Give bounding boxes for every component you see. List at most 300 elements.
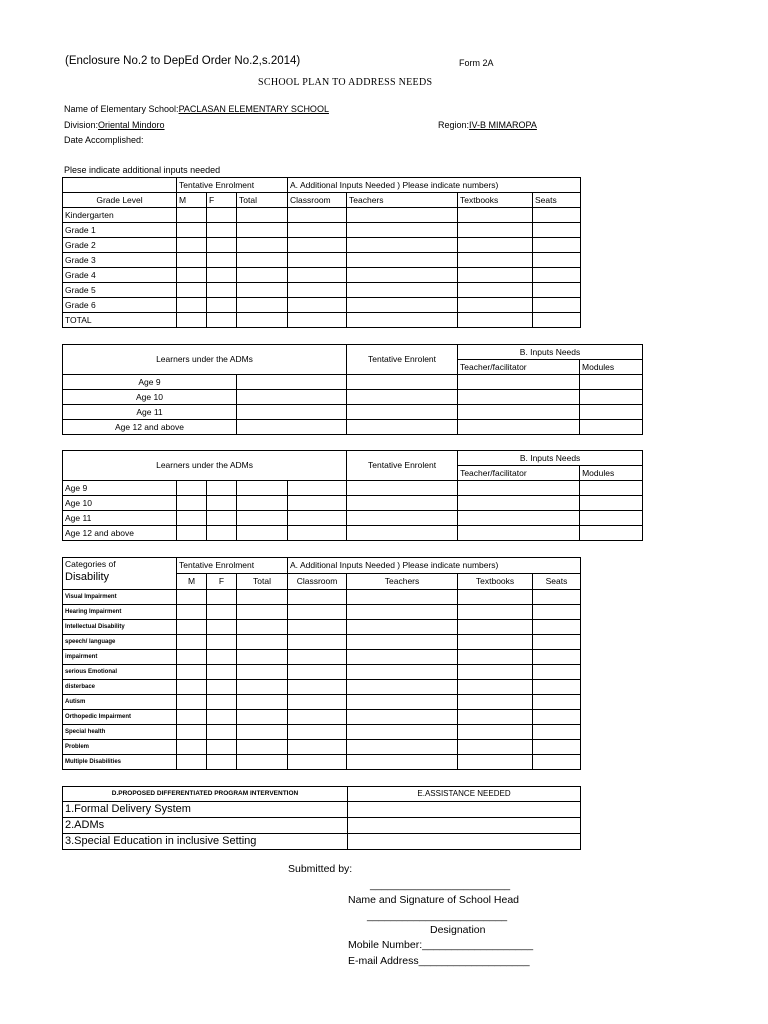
input-cell[interactable] [288, 740, 347, 755]
col-header: Textbooks [458, 193, 533, 208]
date-accomplished-label: Date Accomplished: [64, 135, 144, 145]
input-cell[interactable] [237, 298, 288, 313]
input-cell[interactable] [533, 650, 581, 665]
row-label: Problem [63, 740, 177, 755]
input-cell[interactable] [237, 283, 288, 298]
input-cell[interactable] [458, 511, 580, 526]
input-cell[interactable] [288, 650, 347, 665]
input-cell[interactable] [288, 223, 347, 238]
row-label: Kindergarten [63, 208, 177, 223]
input-cell[interactable] [458, 481, 580, 496]
input-cell[interactable] [347, 650, 458, 665]
input-cell[interactable] [177, 740, 207, 755]
input-cell[interactable] [533, 313, 581, 328]
input-cell[interactable] [177, 650, 207, 665]
input-cell[interactable] [237, 253, 288, 268]
input-cell[interactable] [347, 208, 458, 223]
input-cell[interactable] [580, 420, 643, 435]
input-cell[interactable] [533, 695, 581, 710]
learners-header: Learners under the ADMs [63, 451, 347, 481]
input-cell[interactable] [288, 481, 347, 496]
disability-label: Disability [65, 570, 110, 583]
input-cell[interactable] [580, 526, 643, 541]
region-row [438, 120, 537, 130]
col-header: M [177, 193, 207, 208]
input-cell[interactable] [288, 755, 347, 770]
col-header: Seats [533, 193, 581, 208]
input-cell[interactable] [177, 298, 207, 313]
teacher-header: Teacher/facilitator [458, 360, 580, 375]
input-cell[interactable] [288, 635, 347, 650]
additional-inputs-header: A. Additional Inputs Needed ) Please indicate numbers) [288, 558, 581, 574]
input-cell[interactable] [533, 605, 581, 620]
row-label: Grade 3 [63, 253, 177, 268]
adm-learners-table-2 [62, 450, 643, 541]
input-cell[interactable] [458, 298, 533, 313]
input-cell[interactable] [177, 511, 207, 526]
input-cell[interactable] [580, 481, 643, 496]
input-cell[interactable] [207, 680, 237, 695]
input-cell[interactable] [237, 650, 288, 665]
input-cell[interactable] [237, 313, 288, 328]
input-cell[interactable] [347, 375, 458, 390]
row-label: Age 9 [63, 481, 177, 496]
col-header: Total [237, 574, 288, 590]
input-cell[interactable] [533, 223, 581, 238]
input-cell[interactable] [458, 710, 533, 725]
input-cell[interactable] [458, 253, 533, 268]
adm-learners-table-1 [62, 344, 643, 435]
input-cell[interactable] [237, 605, 288, 620]
input-cell[interactable] [533, 620, 581, 635]
input-cell[interactable] [177, 725, 207, 740]
input-cell[interactable] [533, 680, 581, 695]
input-cell[interactable] [288, 665, 347, 680]
table-row [63, 481, 643, 496]
input-cell[interactable] [177, 755, 207, 770]
disability-table [62, 557, 581, 770]
row-label: Age 12 and above [63, 526, 177, 541]
input-cell[interactable] [288, 620, 347, 635]
row-label: Grade 6 [63, 298, 177, 313]
input-cell[interactable] [347, 496, 458, 511]
table-row [63, 313, 581, 328]
input-cell[interactable] [177, 268, 207, 283]
row-label: Grade 4 [63, 268, 177, 283]
input-cell[interactable] [458, 313, 533, 328]
table-row [63, 223, 581, 238]
division-row [64, 120, 165, 130]
input-cell[interactable] [347, 725, 458, 740]
mobile-number-field[interactable]: Mobile Number:___________________ [348, 939, 534, 951]
row-label: impairment [63, 650, 177, 665]
inputs-needs-header: B. Inputs Needs [458, 451, 643, 466]
input-cell[interactable] [347, 605, 458, 620]
blank-header-cell [63, 178, 177, 193]
table-row [63, 298, 581, 313]
input-cell[interactable] [177, 665, 207, 680]
input-cell[interactable] [533, 298, 581, 313]
input-cell[interactable] [348, 802, 581, 818]
tentative-enrolment-header: Tentative Enrolment [177, 178, 288, 193]
input-cell[interactable] [207, 223, 237, 238]
input-cell[interactable] [458, 375, 580, 390]
row-label: 3.Special Education in inclusive Setting [63, 834, 348, 850]
input-cell[interactable] [347, 390, 458, 405]
input-cell[interactable] [207, 755, 237, 770]
input-cell[interactable] [207, 283, 237, 298]
input-cell[interactable] [177, 710, 207, 725]
table-row [63, 695, 581, 710]
input-cell[interactable] [347, 635, 458, 650]
input-cell[interactable] [237, 725, 288, 740]
input-cell[interactable] [237, 526, 288, 541]
input-cell[interactable] [207, 650, 237, 665]
input-cell[interactable] [347, 590, 458, 605]
input-cell[interactable] [580, 390, 643, 405]
input-cell[interactable] [580, 511, 643, 526]
tentative-enrolment-header: Tentative Enrolment [177, 558, 288, 574]
input-cell[interactable] [177, 635, 207, 650]
region-value: IV-B MIMAROPA [469, 120, 537, 130]
school-name-label: Name of Elementary School: [64, 104, 179, 114]
input-cell[interactable] [237, 238, 288, 253]
input-cell[interactable] [288, 496, 347, 511]
input-cell[interactable] [458, 605, 533, 620]
school-name-row [64, 104, 329, 114]
input-cell[interactable] [458, 665, 533, 680]
row-label: Age 11 [63, 405, 237, 420]
table-row [63, 208, 581, 223]
input-cell[interactable] [237, 635, 288, 650]
input-cell[interactable] [177, 223, 207, 238]
input-cell[interactable] [288, 695, 347, 710]
input-cell[interactable] [288, 313, 347, 328]
instruction-text: Plese indicate additional inputs needed [64, 165, 221, 175]
input-cell[interactable] [207, 725, 237, 740]
input-cell[interactable] [533, 710, 581, 725]
row-label: serious Emotional [63, 665, 177, 680]
input-cell[interactable] [207, 740, 237, 755]
input-cell[interactable] [207, 253, 237, 268]
row-label: TOTAL [63, 313, 177, 328]
table-row [63, 405, 643, 420]
input-cell[interactable] [177, 590, 207, 605]
input-cell[interactable] [348, 834, 581, 850]
input-cell[interactable] [207, 590, 237, 605]
table-row [63, 496, 643, 511]
input-cell[interactable] [458, 680, 533, 695]
input-cell[interactable] [458, 755, 533, 770]
input-cell[interactable] [177, 620, 207, 635]
designation-label: Designation [430, 924, 486, 936]
input-cell[interactable] [533, 740, 581, 755]
table-row [63, 725, 581, 740]
input-cell[interactable] [207, 298, 237, 313]
input-cell[interactable] [533, 253, 581, 268]
input-cell[interactable] [288, 605, 347, 620]
input-cell[interactable] [177, 283, 207, 298]
input-cell[interactable] [237, 620, 288, 635]
input-cell[interactable] [177, 253, 207, 268]
input-cell[interactable] [347, 298, 458, 313]
division-label: Division: [64, 120, 99, 130]
input-cell[interactable] [237, 665, 288, 680]
row-label: 1.Formal Delivery System [63, 802, 348, 818]
inputs-needs-header: B. Inputs Needs [458, 345, 643, 360]
table-row [63, 710, 581, 725]
row-label: Age 11 [63, 511, 177, 526]
input-cell[interactable] [207, 481, 237, 496]
input-cell[interactable] [207, 710, 237, 725]
designation-line: ________________________ [367, 910, 508, 922]
input-cell[interactable] [288, 590, 347, 605]
input-cell[interactable] [237, 223, 288, 238]
table-row [63, 375, 643, 390]
input-cell[interactable] [347, 620, 458, 635]
input-cell[interactable] [288, 298, 347, 313]
grade-level-table [62, 177, 581, 328]
intervention-table [62, 786, 581, 850]
input-cell[interactable] [458, 283, 533, 298]
row-label: 2.ADMs [63, 818, 348, 834]
input-cell[interactable] [237, 680, 288, 695]
input-cell[interactable] [237, 405, 347, 420]
division-value: Oriental Mindoro [98, 120, 165, 130]
input-cell[interactable] [237, 268, 288, 283]
input-cell[interactable] [458, 208, 533, 223]
input-cell[interactable] [533, 725, 581, 740]
input-cell[interactable] [237, 695, 288, 710]
submitted-by-label: Submitted by: [288, 863, 353, 875]
input-cell[interactable] [237, 740, 288, 755]
input-cell[interactable] [347, 268, 458, 283]
table-row [63, 283, 581, 298]
input-cell[interactable] [207, 496, 237, 511]
region-label: Region: [438, 120, 470, 130]
input-cell[interactable] [458, 223, 533, 238]
input-cell[interactable] [237, 590, 288, 605]
categories-header [63, 558, 177, 590]
signature-line: ________________________ [370, 879, 511, 891]
input-cell[interactable] [347, 253, 458, 268]
table-row [63, 818, 581, 834]
row-label: Grade 1 [63, 223, 177, 238]
input-cell[interactable] [458, 420, 580, 435]
enclosure-text: (Enclosure No.2 to DepEd Order No.2,s.2014) [65, 55, 301, 67]
table-row [63, 755, 581, 770]
row-label: Visual Impairment [63, 590, 177, 605]
input-cell[interactable] [237, 496, 288, 511]
proposed-intervention-header: D.PROPOSED DIFFERENTIATED PROGRAM INTERVENTION [63, 787, 348, 802]
input-cell[interactable] [347, 740, 458, 755]
form-label: Form 2A [459, 58, 494, 68]
email-address-field[interactable]: E-mail Address___________________ [348, 955, 530, 967]
input-cell[interactable] [207, 620, 237, 635]
input-cell[interactable] [458, 405, 580, 420]
input-cell[interactable] [177, 605, 207, 620]
input-cell[interactable] [207, 605, 237, 620]
input-cell[interactable] [458, 590, 533, 605]
input-cell[interactable] [533, 755, 581, 770]
table-row [63, 590, 581, 605]
input-cell[interactable] [347, 710, 458, 725]
input-cell[interactable] [177, 695, 207, 710]
input-cell[interactable] [207, 268, 237, 283]
table-row [63, 511, 643, 526]
row-label: Hearing Impairment [63, 605, 177, 620]
input-cell[interactable] [458, 268, 533, 283]
input-cell[interactable] [237, 208, 288, 223]
input-cell[interactable] [177, 313, 207, 328]
col-header: M [177, 574, 207, 590]
table-row [63, 238, 581, 253]
input-cell[interactable] [347, 283, 458, 298]
input-cell[interactable] [237, 755, 288, 770]
row-label: Age 10 [63, 496, 177, 511]
input-cell[interactable] [288, 238, 347, 253]
input-cell[interactable] [237, 481, 288, 496]
col-header: Grade Level [63, 193, 177, 208]
input-cell[interactable] [458, 526, 580, 541]
input-cell[interactable] [580, 405, 643, 420]
row-label: disterbace [63, 680, 177, 695]
input-cell[interactable] [288, 725, 347, 740]
input-cell[interactable] [177, 208, 207, 223]
input-cell[interactable] [237, 511, 288, 526]
table-row [63, 635, 581, 650]
input-cell[interactable] [533, 268, 581, 283]
input-cell[interactable] [237, 375, 347, 390]
input-cell[interactable] [177, 680, 207, 695]
page-title: SCHOOL PLAN TO ADDRESS NEEDS [258, 77, 433, 88]
row-label: Grade 2 [63, 238, 177, 253]
input-cell[interactable] [458, 620, 533, 635]
input-cell[interactable] [458, 390, 580, 405]
input-cell[interactable] [580, 496, 643, 511]
row-label: Age 10 [63, 390, 237, 405]
tentative-header: Tentative Enrolent [347, 451, 458, 481]
learners-header: Learners under the ADMs [63, 345, 347, 375]
col-header: Teachers [347, 574, 458, 590]
table-row [63, 605, 581, 620]
row-label: Orthopedic Impairment [63, 710, 177, 725]
col-header: Classroom [288, 574, 347, 590]
input-cell[interactable] [207, 511, 237, 526]
input-cell[interactable] [347, 526, 458, 541]
input-cell[interactable] [580, 375, 643, 390]
row-label: Autism [63, 695, 177, 710]
input-cell[interactable] [347, 481, 458, 496]
input-cell[interactable] [347, 665, 458, 680]
input-cell[interactable] [533, 665, 581, 680]
input-cell[interactable] [288, 710, 347, 725]
input-cell[interactable] [288, 208, 347, 223]
input-cell[interactable] [533, 283, 581, 298]
input-cell[interactable] [347, 755, 458, 770]
input-cell[interactable] [458, 740, 533, 755]
input-cell[interactable] [207, 238, 237, 253]
input-cell[interactable] [207, 208, 237, 223]
input-cell[interactable] [207, 526, 237, 541]
table-row [63, 665, 581, 680]
input-cell[interactable] [347, 238, 458, 253]
input-cell[interactable] [533, 208, 581, 223]
input-cell[interactable] [288, 253, 347, 268]
table-row [63, 420, 643, 435]
input-cell[interactable] [347, 223, 458, 238]
input-cell[interactable] [207, 313, 237, 328]
input-cell[interactable] [348, 818, 581, 834]
input-cell[interactable] [288, 511, 347, 526]
table-row [63, 526, 643, 541]
input-cell[interactable] [177, 481, 207, 496]
input-cell[interactable] [458, 635, 533, 650]
input-cell[interactable] [177, 496, 207, 511]
input-cell[interactable] [347, 695, 458, 710]
input-cell[interactable] [458, 238, 533, 253]
row-label: Age 12 and above [63, 420, 237, 435]
input-cell[interactable] [458, 650, 533, 665]
input-cell[interactable] [288, 680, 347, 695]
school-name-value: PACLASAN ELEMENTARY SCHOOL [178, 104, 329, 114]
input-cell[interactable] [288, 283, 347, 298]
row-label: Special health [63, 725, 177, 740]
table-row [63, 253, 581, 268]
input-cell[interactable] [533, 590, 581, 605]
input-cell[interactable] [288, 526, 347, 541]
input-cell[interactable] [177, 526, 207, 541]
input-cell[interactable] [347, 420, 458, 435]
input-cell[interactable] [458, 496, 580, 511]
col-header: Classroom [288, 193, 347, 208]
input-cell[interactable] [458, 695, 533, 710]
name-signature-label: Name and Signature of School Head [348, 894, 520, 906]
table-row [63, 834, 581, 850]
input-cell[interactable] [347, 511, 458, 526]
input-cell[interactable] [207, 695, 237, 710]
table-row [63, 802, 581, 818]
input-cell[interactable] [207, 635, 237, 650]
tentative-header: Tentative Enrolent [347, 345, 458, 375]
input-cell[interactable] [347, 680, 458, 695]
assistance-needed-header: E.ASSISTANCE NEEDED [348, 787, 581, 802]
modules-header: Modules [580, 360, 643, 375]
row-label: Multiple Disabilities [63, 755, 177, 770]
input-cell[interactable] [237, 420, 347, 435]
categories-label: Categories of [65, 559, 116, 569]
input-cell[interactable] [347, 405, 458, 420]
table-row [63, 620, 581, 635]
input-cell[interactable] [533, 635, 581, 650]
col-header: F [207, 574, 237, 590]
input-cell[interactable] [533, 238, 581, 253]
input-cell[interactable] [237, 390, 347, 405]
row-label: speech/ language [63, 635, 177, 650]
input-cell[interactable] [207, 665, 237, 680]
row-label: Grade 5 [63, 283, 177, 298]
table-row [63, 390, 643, 405]
table-row [63, 268, 581, 283]
row-label: Age 9 [63, 375, 237, 390]
input-cell[interactable] [177, 238, 207, 253]
table-row [63, 680, 581, 695]
input-cell[interactable] [288, 268, 347, 283]
input-cell[interactable] [347, 313, 458, 328]
input-cell[interactable] [458, 725, 533, 740]
col-header: Seats [533, 574, 581, 590]
input-cell[interactable] [237, 710, 288, 725]
